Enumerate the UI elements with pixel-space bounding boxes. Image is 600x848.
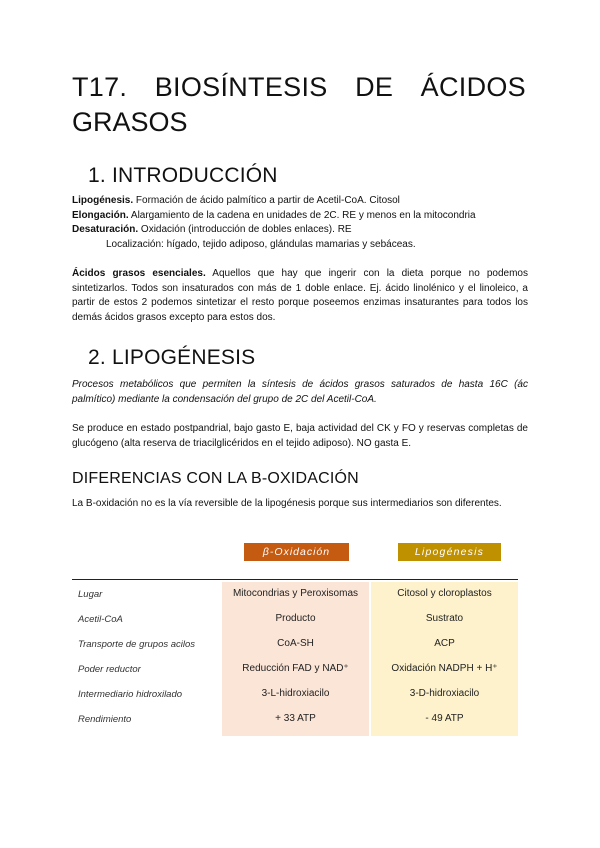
lipogenesis-value: - 49 ATP bbox=[425, 713, 464, 724]
esenciales-paragraph bbox=[72, 267, 528, 325]
table-row bbox=[72, 682, 518, 707]
beta-oxidacion-value: Mitocondrias y Peroxisomas bbox=[232, 588, 359, 599]
section-heading-introduccion: 1. INTRODUCCIÓN bbox=[88, 164, 278, 187]
diferencias-paragraph: La B-oxidación no es la vía reversible de la lipogénesis porque sus intermediarios son diferentes. bbox=[72, 498, 502, 509]
row-label: Transporte de grupos acilos bbox=[78, 639, 196, 650]
table-row bbox=[72, 607, 518, 632]
row-label: Intermediario hidroxilado bbox=[78, 689, 183, 700]
lipogenesis-text: Formación de ácido palmítico a partir de Acetil-CoA. Citosol bbox=[133, 195, 400, 206]
elongacion-term: Elongación. bbox=[72, 209, 129, 221]
table-header-rule bbox=[72, 579, 518, 580]
lipogenesis-header: Lipogénesis bbox=[398, 543, 501, 561]
beta-oxidacion-value: CoA-SH bbox=[277, 638, 314, 649]
beta-oxidacion-header: β-Oxidación bbox=[244, 543, 349, 561]
section-heading-lipogenesis: 2. LIPOGÉNESIS bbox=[88, 346, 256, 369]
document-title-line2: GRASOS bbox=[72, 107, 188, 137]
table-row bbox=[72, 657, 518, 682]
lipogenesis-value: Oxidación NADPH + H⁺ bbox=[391, 663, 498, 674]
lipogenesis-definition bbox=[72, 194, 528, 209]
definitions-block bbox=[72, 194, 528, 252]
comparison-table bbox=[72, 540, 518, 736]
lipogenesis-value: Sustrato bbox=[425, 613, 464, 624]
beta-oxidacion-value: 3-L-hidroxiacilo bbox=[261, 688, 330, 699]
desaturacion-definition bbox=[72, 223, 528, 238]
beta-oxidacion-value: + 33 ATP bbox=[275, 713, 316, 724]
elongacion-definition bbox=[72, 209, 528, 224]
elongacion-text: Alargamiento de la cadena en unidades de 2C. RE y menos en la mitocondria bbox=[128, 209, 476, 221]
esenciales-text: Aquellos que hay que ingerir con la dieta porque no podemos sintetizarlos. Todos son insaturados con más de 1 doble enlace. Ej. ácido linolénico y el linoleico, a partir de estos 2 podemos sintetizar el resto porque poseemos enzimas insaturantes para todos los demás ácidos grasos excepto para estos dos. bbox=[72, 268, 528, 323]
lipogenesis-term: Lipogénesis. bbox=[72, 195, 134, 206]
desaturacion-text: Oxidación (introducción de dobles enlaces). RE bbox=[138, 224, 352, 235]
lipogenesis-value: ACP bbox=[434, 638, 455, 649]
row-label: Acetil-CoA bbox=[78, 614, 123, 625]
table-row bbox=[72, 707, 518, 732]
section-heading-diferencias: DIFERENCIAS CON LA B-OXIDACIÓN bbox=[72, 470, 359, 487]
document-title-line1: T17. BIOSÍNTESIS DE ÁCIDOS bbox=[72, 72, 526, 102]
row-label: Lugar bbox=[78, 589, 103, 600]
lipogenesis-definition-paragraph: Procesos metabólicos que permiten la síntesis de ácidos grasos saturados de hasta 16C (ác palmítico) mediante la condensación del grupo de 2C del Acetil-CoA. bbox=[72, 379, 528, 405]
esenciales-term: Ácidos grasos esenciales. bbox=[72, 268, 206, 279]
beta-oxidacion-value: Producto bbox=[275, 613, 316, 624]
lipogenesis-value: 3-D-hidroxiacilo bbox=[409, 688, 480, 699]
row-label: Poder reductor bbox=[78, 664, 141, 675]
table-row bbox=[72, 582, 518, 607]
localizacion-text: Localización: hígado, tejido adiposo, glándulas mamarias y sebáceas. bbox=[106, 238, 416, 250]
beta-oxidacion-value: Reducción FAD y NAD⁺ bbox=[242, 663, 349, 674]
desaturacion-term: Desaturación. bbox=[72, 224, 139, 235]
row-label: Rendimiento bbox=[78, 714, 132, 725]
lipogenesis-value: Citosol y cloroplastos bbox=[397, 588, 492, 599]
table-row bbox=[72, 632, 518, 657]
lipogenesis-conditions-paragraph: Se produce en estado postpandrial, bajo gasto E, baja actividad del CK y FO y reservas completas de glucógeno (alta reserva de triacilglicéridos en el tejido adiposo). NO gasta E. bbox=[72, 423, 528, 449]
